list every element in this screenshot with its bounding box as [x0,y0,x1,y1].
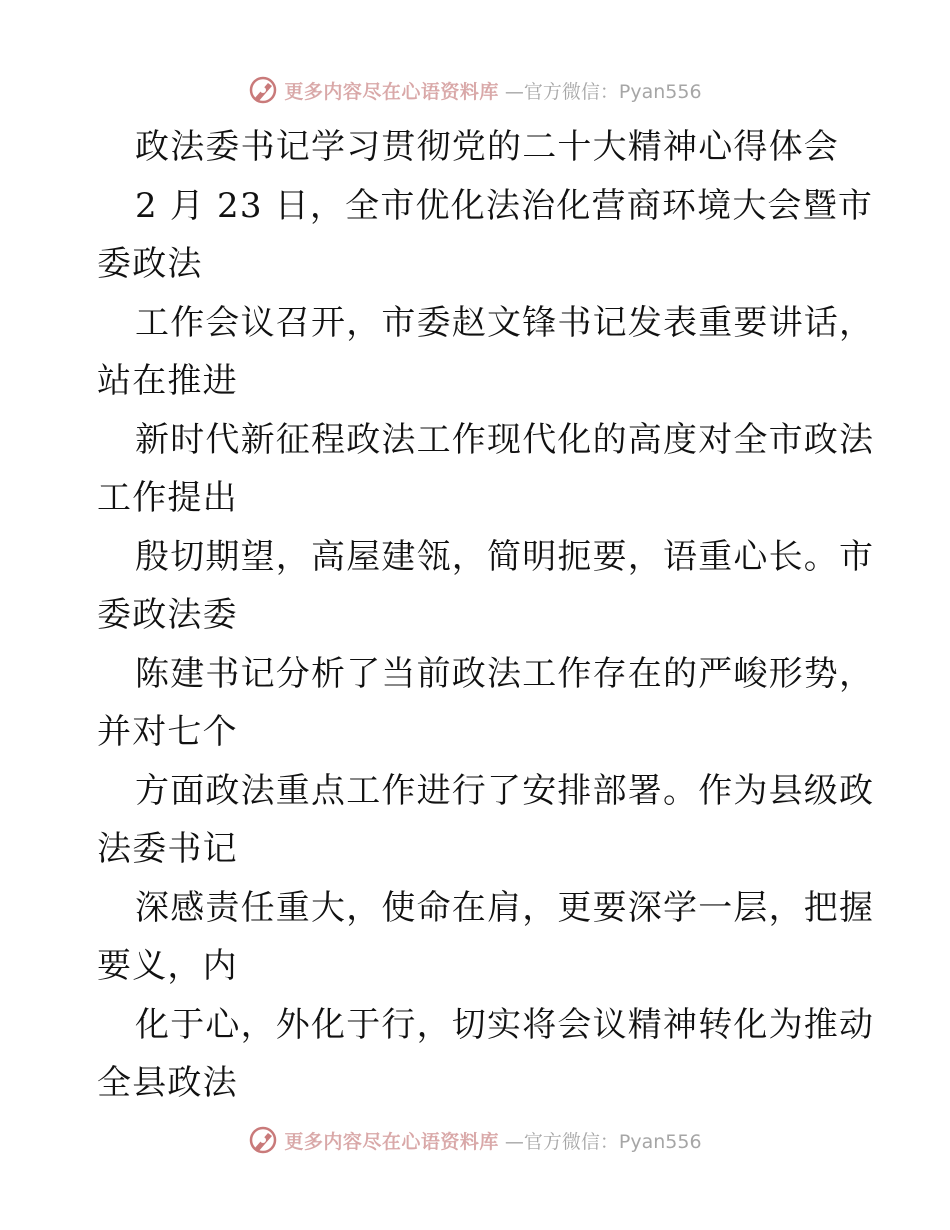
document-body [97,118,875,1113]
text-line: 全县政法 [97,1063,238,1103]
text-line: 委政法委 [97,595,238,635]
header-watermark [0,70,950,110]
text-line: 2 月 23 日，全市优化法治化营商环境大会暨市 [135,185,874,226]
pen-circle-logo-icon [248,75,278,105]
text-line: 深感责任重大，使命在肩，更要深学一层，把握 [135,887,875,928]
text-line: 并对七个 [97,712,238,752]
text-line: 要义，内 [97,946,238,986]
footer-watermark [0,1120,950,1160]
watermark-main-text: 更多内容尽在心语资料库 [284,80,499,103]
text-line: 工作提出 [97,478,238,518]
watermark-contact-text: —官方微信：Pyan556 [504,1130,702,1153]
text-line: 化于心，外化于行，切实将会议精神转化为推动 [135,1004,875,1045]
text-line: 殷切期望，高屋建瓴，简明扼要，语重心长。市 [135,536,875,577]
watermark-contact-text: —官方微信：Pyan556 [504,80,702,103]
watermark-main-text: 更多内容尽在心语资料库 [284,1130,499,1153]
text-line: 法委书记 [97,829,238,869]
text-line: 站在推进 [97,361,238,401]
text-line: 委政法 [97,244,203,284]
text-line: 工作会议召开，市委赵文锋书记发表重要讲话， [135,302,875,343]
text-line: 陈建书记分析了当前政法工作存在的严峻形势， [135,653,875,694]
document-title-line: 政法委书记学习贯彻党的二十大精神心得体会 [135,127,839,167]
text-line: 新时代新征程政法工作现代化的高度对全市政法 [135,419,875,460]
text-line: 方面政法重点工作进行了安排部署。作为县级政 [135,770,875,811]
pen-circle-logo-icon [248,1125,278,1155]
